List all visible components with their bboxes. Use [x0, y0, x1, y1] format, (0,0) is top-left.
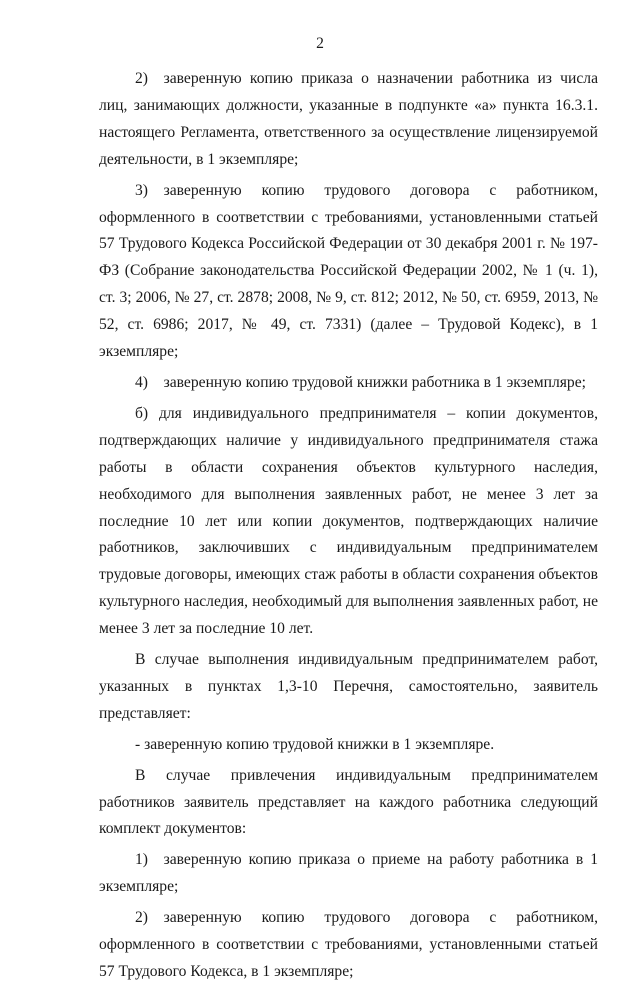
paragraph-work-book-copy: - заверенную копию трудовой книжки в 1 экземпляре. — [135, 735, 495, 753]
paragraph-item-1-hiring-order: 1) заверенную копию приказа о приеме на работу работника в 1 экземпляре; — [99, 851, 598, 896]
document-body — [99, 66, 598, 990]
paragraph-item-3-labor-contract: 3) заверенную копию трудового договора с работником, оформленного в соответствии с требованиями, установленными статьей 57 Трудового Кодекса Российской Федерации от 30 декабря 2001 г. № 197-ФЗ (Собрание законодательства Российской Федерации 2002, № 1 (ч. 1), ст. 3; 2006, № 27, ст. 2878; 2008, № 9, ст. 812; 2012, № 50, ст. 6959, 2013, № 52, ст. 6986; 2017, № 49, ст. 7331) (далее – Трудовой Кодекс), в 1 экземпляре; — [99, 181, 598, 361]
paragraph-self-performed-works: В случае выполнения индивидуальным предпринимателем работ, указанных в пунктах 1,3-10 Перечня, самостоятельно, заявитель представляет: — [99, 651, 598, 722]
paragraph-hired-workers: В случае привлечения индивидуальным предпринимателем работников заявитель представляет на каждого работника следующий комплект документов: — [99, 766, 598, 838]
paragraph-item-2-order-copy: 2) заверенную копию приказа о назначении работника из числа лиц, занимающих должности, указанные в подпункте «а» пункта 16.3.1. настоящего Регламента, ответственного за осуществление лицензируемой деятельности, в 1 экземпляре; — [99, 70, 598, 168]
page-number: 2 — [316, 35, 324, 52]
paragraph-item-2-labor-contract: 2) заверенную копию трудового договора с работником, оформленного в соответствии с требованиями, установленными статьей 57 Трудового Кодекса, в 1 экземпляре; — [99, 909, 598, 980]
paragraph-item-4-work-book: 4) заверенную копию трудовой книжки работника в 1 экземпляре; — [135, 373, 586, 391]
paragraph-b-individual-entrepreneur: б) для индивидуального предпринимателя – копии документов, подтверждающих наличие у индивидуального предпринимателя стажа работы в области сохранения объектов культурного наследия, необходимого для выполнения заявленных работ, не менее 3 лет за последние 10 лет или копии документов, подтверждающих наличие работников, заключивших с индивидуальным предпринимателем трудовые договоры, имеющих стаж работы в области сохранения объектов культурного наследия, необходимый для выполнения заявленных работ, не менее 3 лет за последние 10 лет. — [99, 404, 598, 638]
